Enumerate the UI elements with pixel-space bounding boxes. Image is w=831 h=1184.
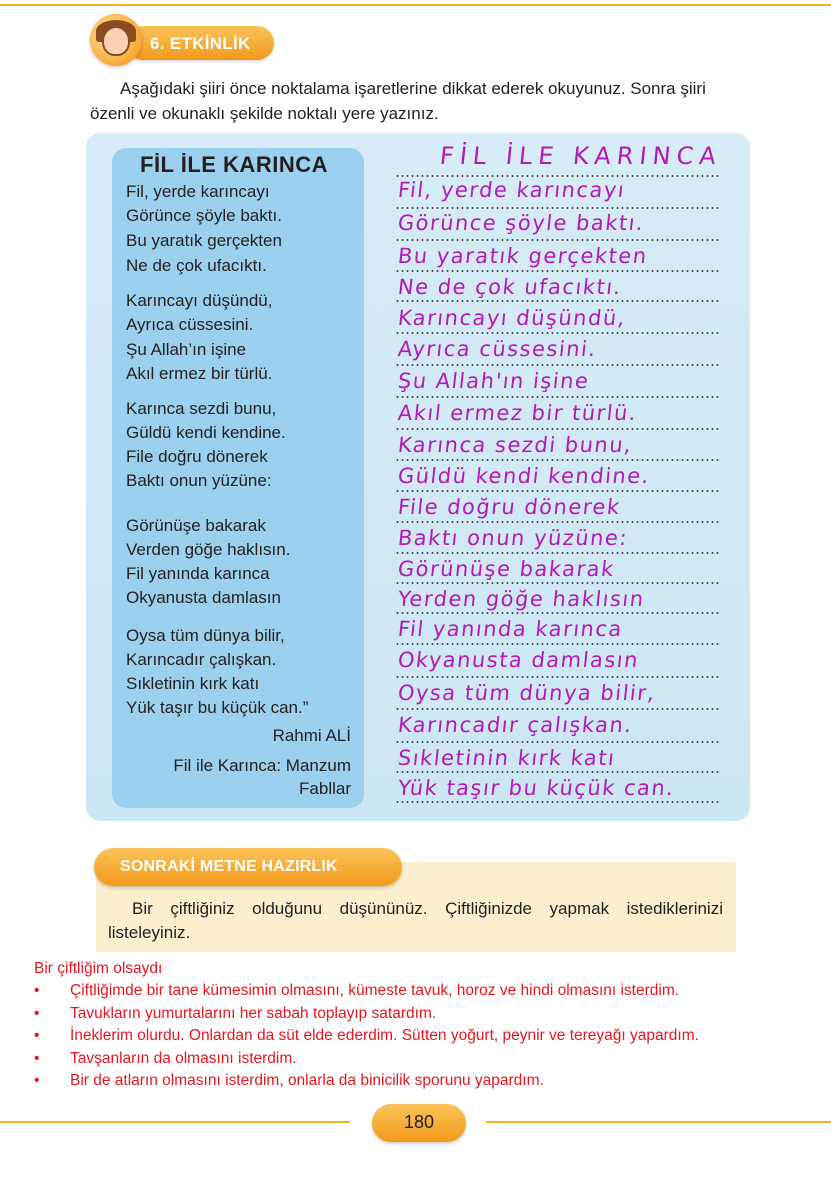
poem-line: Bu yaratık gerçekten bbox=[126, 231, 282, 250]
list-item bbox=[34, 1048, 824, 1071]
poem-line: Baktı onun yüzüne: bbox=[126, 471, 272, 490]
poem-line: Fil, yerde karıncayı bbox=[126, 182, 270, 201]
writing-line bbox=[395, 521, 720, 523]
poem-source: Fil ile Karınca: Manzum bbox=[173, 756, 351, 775]
writing-line bbox=[395, 552, 720, 554]
bullet-icon: • bbox=[34, 1072, 40, 1089]
handwritten-line: Karıncayı düşündü, bbox=[396, 306, 628, 330]
bullet-icon: • bbox=[34, 1027, 40, 1044]
writing-line bbox=[395, 207, 720, 209]
list-item-text: Çiftliğimde bir tane kümesimin olmasını, kümeste tavuk, horoz ve hindi olmasını isterdim. bbox=[70, 982, 680, 999]
bullet-icon: • bbox=[34, 982, 40, 999]
bullet-icon: • bbox=[34, 1004, 40, 1022]
writing-line bbox=[395, 676, 720, 678]
writing-line bbox=[395, 582, 720, 584]
poem-line: Şu Allah’ın işine bbox=[126, 340, 247, 359]
writing-line bbox=[395, 801, 720, 803]
girl-reading-icon bbox=[90, 14, 142, 66]
writing-line bbox=[395, 643, 720, 645]
writing-line bbox=[395, 270, 720, 272]
footer-rule bbox=[0, 1121, 350, 1123]
handwritten-line: Karıncadır çalışkan. bbox=[396, 713, 634, 737]
list-item-text: Bir de atların olmasını isterdim, onlarla da binicilik sporunu yapardım. bbox=[70, 1072, 544, 1089]
list-item bbox=[34, 1025, 824, 1048]
poem-line: Karıncayı düşündü, bbox=[126, 291, 273, 310]
handwritten-line: Karınca sezdi bunu, bbox=[396, 433, 634, 457]
answer-section bbox=[34, 958, 824, 1093]
handwritten-line: Şu Allah'ın işine bbox=[396, 369, 591, 393]
poem-line: Karıncadır çalışkan. bbox=[126, 650, 277, 669]
list-item bbox=[34, 1003, 824, 1026]
preparation-text: Bir çiftliğiniz olduğunu düşününüz. Çiftliğinizde yapmak istediklerinizi listeleyiniz. bbox=[108, 899, 723, 942]
handwritten-line: Sıkletinin kırk katı bbox=[396, 746, 617, 770]
handwritten-line: Ne de çok ufacıktı. bbox=[396, 275, 624, 299]
handwritten-line: Fil yanında karınca bbox=[396, 617, 625, 641]
poem-line: Görünce şöyle baktı. bbox=[126, 206, 282, 225]
list-item bbox=[34, 1070, 824, 1093]
writing-line bbox=[395, 175, 720, 177]
poem-line: Yük taşır bu küçük can.” bbox=[126, 698, 309, 717]
writing-line bbox=[395, 771, 720, 773]
poem-line: Sıkletinin kırk katı bbox=[126, 674, 260, 693]
poem-source: Fabllar bbox=[299, 779, 351, 798]
list-item bbox=[34, 980, 824, 1003]
list-item-text: İneklerim olurdu. Onlardan da süt elde ederdim. Sütten yoğurt, peynir ve tereyağı yapardım. bbox=[70, 1027, 699, 1044]
handwritten-line: Ayrıca cüssesini. bbox=[396, 337, 598, 361]
writing-line bbox=[395, 239, 720, 241]
handwritten-line: Bu yaratık gerçekten bbox=[396, 244, 649, 268]
writing-line bbox=[395, 332, 720, 334]
writing-line bbox=[395, 396, 720, 398]
handwritten-line: Yerden göğe haklısın bbox=[396, 587, 646, 611]
handwritten-line: Görünce şöyle baktı. bbox=[396, 211, 646, 235]
writing-line bbox=[395, 459, 720, 461]
list-item-text: Tavşanların da olmasını isterdim. bbox=[70, 1049, 297, 1067]
answer-list bbox=[34, 980, 824, 1093]
handwritten-line: Baktı onun yüzüne: bbox=[396, 526, 630, 550]
poem-line: Oysa tüm dünya bilir, bbox=[126, 626, 285, 645]
bullet-icon: • bbox=[34, 1049, 40, 1067]
activity-title: 6. ETKİNLİK bbox=[150, 34, 251, 53]
writing-line bbox=[395, 490, 720, 492]
handwritten-line: File doğru dönerek bbox=[396, 495, 622, 519]
list-item-text: Tavukların yumurtalarını her sabah toplayıp satardım. bbox=[70, 1004, 437, 1022]
poem-line: Görünüşe bakarak bbox=[126, 516, 266, 535]
writing-line bbox=[395, 364, 720, 366]
poem-line: Akıl ermez bir türlü. bbox=[126, 364, 273, 383]
instructions: Aşağıdaki şiiri önce noktalama işaretlerine dikkat ederek okuyunuz. Sonra şiiri özenli ve okunaklı şekilde noktalı yere yazınız. bbox=[90, 79, 706, 123]
poem-author: Rahmi ALİ bbox=[272, 726, 351, 745]
poem-title: FİL İLE KARINCA bbox=[140, 152, 328, 177]
poem-line: Karınca sezdi bunu, bbox=[126, 399, 277, 418]
poem-line: Okyanusta damlasın bbox=[126, 588, 281, 607]
writing-line bbox=[395, 741, 720, 743]
handwritten-line: Akıl ermez bir türlü. bbox=[396, 401, 639, 425]
poem-line: Fil yanında karınca bbox=[126, 564, 270, 583]
poem-line: Güldü kendi kendine. bbox=[126, 423, 286, 442]
top-rule bbox=[0, 4, 831, 6]
answer-heading: Bir çiftliğim olsaydı bbox=[34, 960, 163, 977]
poem-line: Ne de çok ufacıktı. bbox=[126, 256, 267, 275]
footer-rule bbox=[486, 1121, 831, 1123]
page-number: 180 bbox=[403, 1112, 435, 1132]
writing-line bbox=[395, 428, 720, 430]
handwritten-line: Fil, yerde karıncayı bbox=[396, 178, 627, 202]
handwritten-line: Görünüşe bakarak bbox=[396, 557, 617, 581]
poem-line: Verden göğe haklısın. bbox=[126, 540, 291, 559]
handwritten-line: Güldü kendi kendine. bbox=[396, 464, 652, 488]
writing-line bbox=[395, 300, 720, 302]
handwritten-line: Yük taşır bu küçük can. bbox=[396, 776, 676, 800]
handwritten-line: Oysa tüm dünya bilir, bbox=[396, 681, 657, 705]
poem-line: File doğru dönerek bbox=[126, 447, 268, 466]
handwritten-title: FİL İLE KARINCA bbox=[438, 142, 724, 170]
writing-line bbox=[395, 612, 720, 614]
writing-line bbox=[395, 708, 720, 710]
handwritten-line: Okyanusta damlasın bbox=[396, 648, 641, 672]
poem-line: Ayrıca cüssesini. bbox=[126, 315, 254, 334]
preparation-title: SONRAKİ METNE HAZIRLIK bbox=[120, 858, 338, 875]
